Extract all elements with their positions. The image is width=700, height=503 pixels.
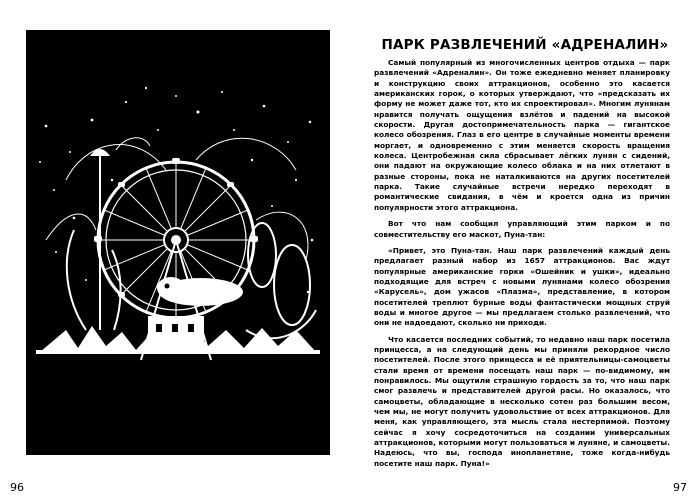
- page-title: ПАРК РАЗВЛЕЧЕНИЙ «АДРЕНАЛИН»: [381, 37, 669, 53]
- ferris-wheel-illustration: [26, 30, 330, 455]
- page-number: 96: [10, 481, 24, 494]
- article-body: [374, 58, 670, 475]
- quote-paragraph: «Привет, это Пуна-тан. Наш парк развлечений каждый день предлагает разный набор из 1657 аттракционов. Вас ждут популярные американские горки «Ошейник и ушки», идеально подходящие для встреч с новыми лунянами колесо обозрения «Карусель», дом ужасов «Плазма», представление, в котором посетителей треплют бурные воды фантастически мощных струй воды и многое другое — мы предлагаем столько развлечений, что они не надоедают, сколько ни приходи.: [374, 245, 670, 328]
- city-windows: [156, 324, 194, 332]
- illustration-art: [26, 30, 330, 455]
- paragraph: Вот что нам сообщил управляющий этим парком и по совместительству его маскот, Пуна-тан:: [374, 219, 670, 239]
- quote-paragraph: Что касается последних событий, то недавно наш парк посетила принцесса, а на следующий день мы приняли рекордное число посетителей. После этого принцесса и её приятельницы-самоцветы стали время от времени посещать наш парк — по-видимому, им понравилось. Мы ощутили страшную гордость за то, что наш парк смог развлечь и представителей другой расы. Но оказалось, что самоцветы, обладающие в несколько сотен раз большим весом, чем мы, не могут получить удовольствие от всех аттракционов. Для меня, как управляющего, эта мысль стала нестерпимой. Поэтому сейчас я хочу сосредоточиться на создании универсальных аттракционов, которыми могут пользоваться и луняне, и самоцветы. Надеюсь, что вы, господа инопланетяне, тоже когда-нибудь посетите наш парк. Пуна!»: [374, 334, 670, 468]
- right-page: [350, 0, 700, 503]
- page-number: 97: [673, 481, 687, 494]
- paragraph: Самый популярный из многочисленных центров отдыха — парк развлечений «Адреналин». Он тоже ежедневно меняет планировку и конструкцию своих аттракционов, особенно это касается американских горок, о которых утверждают, что «предсказать их форму не может даже тот, кто их спроектировал». Многим лунянам нравится получать ощущения взлётов и падений на высокой скорости. Другая достопримечательность парка — гигантское колесо обозрения. Глаз в его центре в случайные моменты времени моргает, и одновременно с этим меняется скорость вращения колеса. Центробежная сила сбрасывает лёгких лунян с сидений, они падают на окружающие колесо облака и на них отлетают в разные стороны, пока не наталкиваются на других посетителей парка. Такие случайные встречи нередко переходят в романтические свидания, в чём и кроется одна из причин популярности этого аттракциона.: [374, 58, 670, 212]
